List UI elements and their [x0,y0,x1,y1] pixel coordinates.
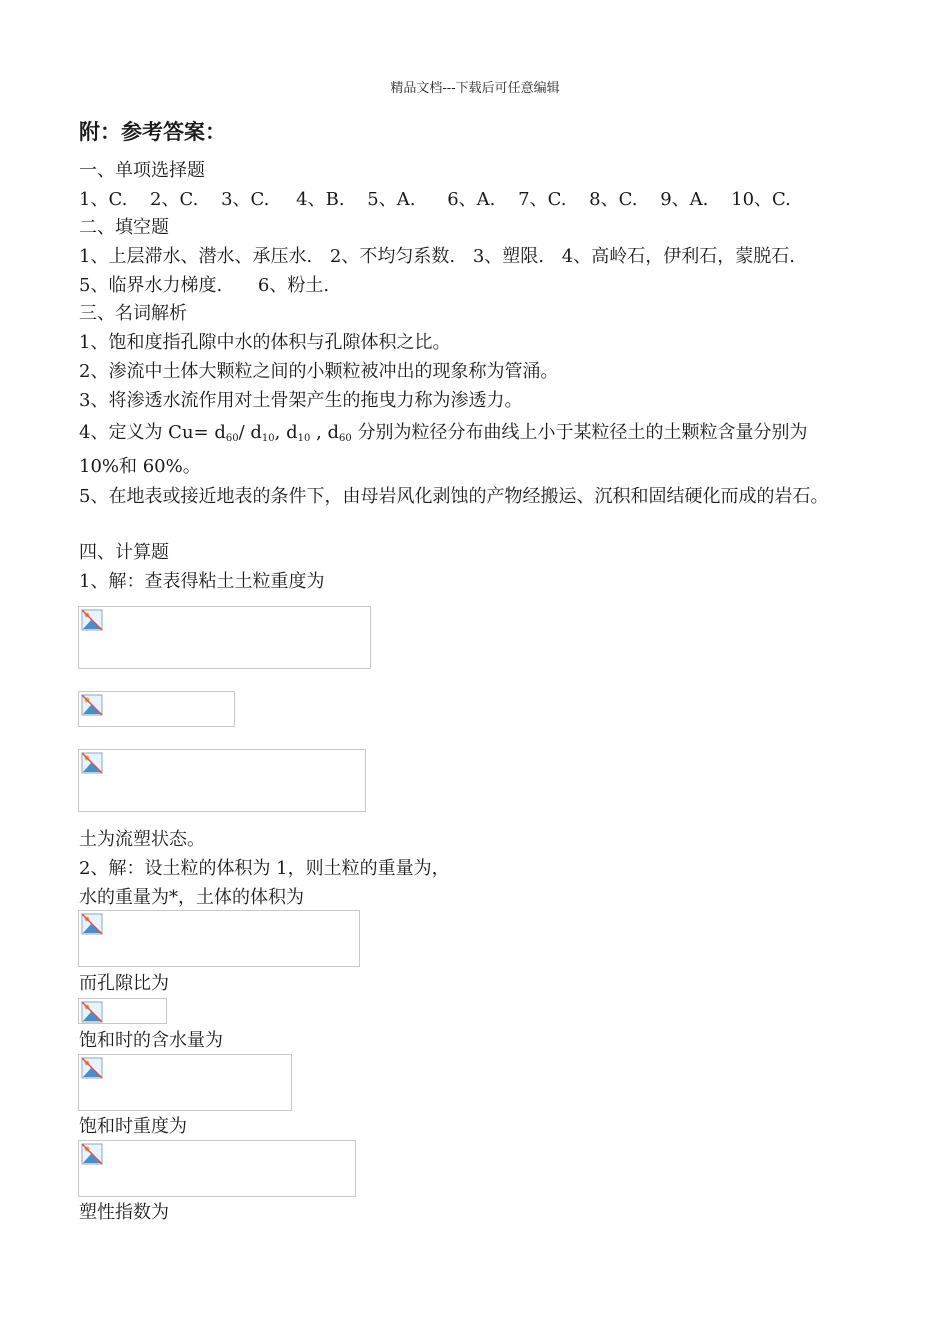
page-header: 精品文档---下载后可任意编辑 [390,81,560,96]
text-fragment: 分别为粒径分布曲线上小于某粒径土的土颗粒含量分别为 [351,422,808,443]
subscript: 60 [225,433,239,444]
term-item: 1、饱和度指孔隙中水的体积与孔隙体积之比。 [79,332,451,353]
section-heading-terms: 三、名词解析 [79,303,187,324]
fill-answers-line1 [79,245,795,269]
choice-answers [79,188,791,212]
term-item [79,421,808,451]
calc-q2: 2、解：设土粒的体积为 1，则土粒的重量为， [79,858,450,879]
answer: 2、C. [150,189,199,210]
broken-image-icon [81,1001,103,1023]
calc-q1-conclusion: 土为流塑状态。 [79,829,205,850]
broken-image-icon [81,1057,103,1079]
saturated-weight-label: 饱和时重度为 [79,1116,187,1137]
answer: 2、不均匀系数. [329,246,456,267]
answer: 5、临界水力梯度. [79,275,223,296]
answer: 6、粉土. [257,275,330,296]
formula-image [78,691,235,727]
answer: 5、A. [367,189,416,210]
answer: 10、C. [731,189,791,210]
answer: 6、A. [447,189,496,210]
answer: 1、C. [79,189,128,210]
formula-image [78,749,366,812]
answer: 3、塑限. [472,246,545,267]
answer: 8、C. [589,189,638,210]
broken-image-icon [81,752,103,774]
section-heading-fill: 二、填空题 [79,217,169,238]
answer: 9、A. [660,189,709,210]
calc-q2-line2: 水的重量为*，土体的体积为 [79,887,304,908]
answer: 4、B. [296,189,345,210]
plasticity-index-label: 塑性指数为 [79,1202,169,1223]
text-fragment: , d [274,422,298,443]
formula-image [78,998,167,1024]
section-heading-calc: 四、计算题 [79,542,169,563]
subscript: 10 [261,433,275,444]
broken-image-icon [81,694,103,716]
term-item: 2、渗流中土体大颗粒之间的小颗粒被冲出的现象称为管涌。 [79,361,559,382]
subscript: 10 [297,433,311,444]
calc-q1: 1、解：查表得粘土土粒重度为 [79,571,325,592]
section-heading-choice: 一、单项选择题 [79,160,205,181]
answer: 1、上层滞水、潜水、承压水. [79,246,313,267]
term-item-continued: 10%和 60%。 [79,456,201,477]
text-fragment: / d [238,422,262,443]
formula-image [78,1140,356,1197]
formula-image [78,606,371,669]
broken-image-icon [81,609,103,631]
text-fragment: , d [310,422,340,443]
void-ratio-label: 而孔隙比为 [79,973,169,994]
answer: 3、C. [221,189,270,210]
term-item: 5、在地表或接近地表的条件下，由母岩风化剥蚀的产物经搬运、沉积和固结硬化而成的岩石。 [79,486,829,507]
term-item: 3、将渗透水流作用对土骨架产生的拖曳力称为渗透力。 [79,390,523,411]
broken-image-icon [81,913,103,935]
answer: 7、C. [518,189,567,210]
formula-image [78,910,360,967]
page-title: 附：参考答案： [79,119,226,144]
answer: 4、高岭石，伊利石，蒙脱石. [561,246,795,267]
broken-image-icon [81,1143,103,1165]
formula-image [78,1054,292,1111]
text-fragment: 4、定义为 Cu= d [79,422,226,443]
saturated-water-content-label: 饱和时的含水量为 [79,1030,223,1051]
subscript: 60 [339,433,352,444]
fill-answers-line2 [79,274,329,298]
